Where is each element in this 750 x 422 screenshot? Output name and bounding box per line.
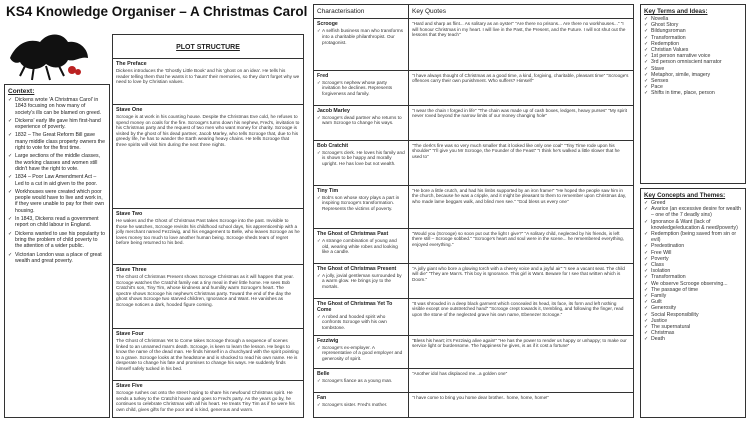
page-title: KS4 Knowledge Organiser – A Christmas Carol xyxy=(6,4,308,19)
character-quotes: "Would you (Scrooge) so soon put out the light I give?" "A solitary child, neglected by his friends, is left there still – Scrooge sobbed." "Scrooge's heart and soul were in the scene... he remembered everything, enjoyed everything." xyxy=(412,230,624,247)
list-item: ✓ Bildungsroman xyxy=(644,28,742,34)
list-item: ✓ Christmas xyxy=(644,330,742,336)
list-item: ✓ The passage of time xyxy=(644,287,742,293)
plot-heading: PLOT STRUCTURE xyxy=(113,35,303,59)
stave-section xyxy=(113,265,303,329)
character-quotes: "It was shrouded in a deep black garment which concealed its head, its face, its form and left nothing visible except one outstretched hand" "Scrooge crept towards it, trembling, and following the finger, read upon the stone of the neglected grave his own name, Ebenezer Scrooge." xyxy=(412,300,624,317)
key-concepts-heading: Key Concepts and Themes: xyxy=(644,192,726,199)
character-quotes: "A jolly giant who bore a glowing torch with a cheery voice and a joyful air" "I see a vacant seat. The child will die" "They are Man's. This boy is Ignorance. This girl is Want. Beware for I see that written which is Doom." xyxy=(412,265,625,282)
table-row xyxy=(314,393,634,418)
list-item: ✓ 1st person narrative voice xyxy=(644,53,742,59)
context-item: ✓ In 1843, Dickens read a government report on child labour in England. xyxy=(8,216,106,229)
key-terms-panel xyxy=(640,4,746,184)
character-quotes: "I have always thought of Christmas as a good time, a kind, forgiving, charitable, pleasant time" "Scrooge's offences carry their own punishment. Who suffers? Himself" xyxy=(412,72,629,84)
character-description: ✓ Scrooge's fiance as a young man. xyxy=(317,378,405,384)
context-panel xyxy=(4,84,110,418)
context-item: ✓ 1834 – Poor Law Amendment Act – Led to a cut in aid given to the poor. xyxy=(8,174,106,187)
character-name: The Ghost of Christmas Past xyxy=(317,230,389,237)
list-item: ✓ Death xyxy=(644,336,742,342)
list-item: ✓ Class xyxy=(644,262,742,268)
list-item: ✓ Predestination xyxy=(644,243,742,249)
list-item: ✓ Free Will xyxy=(644,250,742,256)
characters-table xyxy=(313,4,634,418)
stave-title: Stave Two xyxy=(116,211,143,217)
table-row xyxy=(314,19,634,70)
list-item: ✓ Christian Values xyxy=(644,47,742,53)
table-row xyxy=(314,263,634,298)
stave-text: Dickens introduces the 'Ghostly Little Book' and his 'ghost on an idea'. He tells his reader telling them that he wants it to 'haunt' their memories, so they don't forget why we need to love by Christian values. xyxy=(116,68,300,85)
context-list xyxy=(8,97,106,264)
context-item: ✓ Dickens wanted to use his popularity to bring the problem of child poverty to the attention of a wider public. xyxy=(8,231,106,250)
character-name: Tiny Tim xyxy=(317,187,339,194)
list-item: ✓ Metaphor, simile, imagery xyxy=(644,72,742,78)
key-terms-heading: Key Terms and Ideas: xyxy=(644,8,708,15)
list-item: ✓ Isolation xyxy=(644,268,742,274)
list-item: ✓ We observe Scrooge observing... xyxy=(644,281,742,287)
character-name: The Ghost of Christmas Present xyxy=(317,265,397,272)
stave-section xyxy=(113,105,303,209)
character-description: ✓ A jolly, jovial gentleman surrounded by a warm glow. He brings joy to the mortals. xyxy=(317,273,405,290)
list-item: ✓ Shifts in time, place, person xyxy=(644,90,742,96)
stave-text: The Ghost of Christmas Present shows Scrooge Christmas as it will happen that year. Scrooge watches the Cratchit family eat a tiny meal in their little home. He sees Bob Cratchit's son, Tiny Tim, whose kindness and humility warm Scrooge's heart. The spectre shows Scrooge his nephew's Christmas party. Toward the end of the day the ghost shows Scrooge two starved children, Ignorance and Want. He vanishes as Scrooge notices a dark, hooded figure coming. xyxy=(116,274,294,307)
table-row xyxy=(314,228,634,263)
stave-title: Stave Five xyxy=(116,383,143,389)
stave-title: Stave Three xyxy=(116,267,147,273)
table-row xyxy=(314,140,634,185)
key-terms-list xyxy=(644,16,742,97)
ghost-silhouette-illustration xyxy=(6,24,92,84)
list-item: ✓ Novella xyxy=(644,16,742,22)
key-concepts-list xyxy=(644,200,742,343)
character-description: ✓ Bob's son whose story plays a part in inspiring Scrooge's transformation. Represents the victims of poverty. xyxy=(317,195,405,212)
list-item: ✓ Poverty xyxy=(644,256,742,262)
list-item: ✓ The supernatural xyxy=(644,324,742,330)
stave-text: He wakes and the Ghost of Christmas Past takes Scrooge into the past. Invisible to those he watches, Scrooge revisits his childhood school days, his apprenticeship with a jolly merchant named Fezziwig, and his engagement to Belle, who leaves Scrooge as he loves money too much to love another human being. Scrooge sheds tears of regret before being returned to his bed. xyxy=(116,218,300,246)
stave-text: The Ghost of Christmas Yet to Come takes Scrooge through a sequence of scenes linked to an unnamed man's death. Scrooge, is keen to learn the lesson. He begs to know the name of the dead man. He finds himself in a churchyard with the spirit pointing to a grave. Scrooge looks at the headstone and is shocked to read his own name. He is desperate to change his fate and promises to change his ways. He suddenly finds himself safely tucked in his bed. xyxy=(116,338,299,371)
table-header-row xyxy=(314,5,634,19)
character-description: ✓ Scrooge's sister. Fred's mother. xyxy=(317,402,405,408)
stave-title: The Preface xyxy=(116,61,147,67)
character-quotes: "Hard and sharp as flint... As solitary as an oyster" "Are there no prisons... Are there no workhouses..." "I will honour Christmas in my heart. I will live in the Past, the Present, and the Future. I will not shut out the lessons that they teach" xyxy=(412,21,626,38)
context-heading: Context: xyxy=(8,88,35,95)
stave-section xyxy=(113,329,303,381)
character-quotes: "I wear the chain I forged in life" "The chain was made up of cash boxes, ledgers, heavy purses" "My spirit never roved beyond the narrow limits of our money changing hole" xyxy=(412,107,627,119)
character-description: ✓ A strange combination of young and old, wearing white robes and looking like a candle. xyxy=(317,238,405,255)
list-item: ✓ Transformation xyxy=(644,35,742,41)
character-name: Belle xyxy=(317,370,330,377)
character-quotes: "Another idol has displaced me...a golden one" xyxy=(412,370,508,376)
character-description: ✓ Scrooge's ex-employer. A representative of a good employer and generosity of spirit. xyxy=(317,345,405,362)
list-item: ✓ Family xyxy=(644,293,742,299)
context-item: ✓ Workhouses were created which poor people would have to live and work in, if they were unable to pay for their own housing. xyxy=(8,189,106,214)
context-item: ✓ Victorian London was a place of great wealth and great poverty. xyxy=(8,252,106,265)
character-quotes: "The clerk's fire was so very much smaller that it looked like only one coal" "Tiny Time rode upon his shoulder" "I'll give you Mr Scrooge, the Founder of the Feast" "I think he's walked a little slower that he used to" xyxy=(412,142,620,159)
character-name: Scrooge xyxy=(317,21,338,28)
character-quotes: "He bore a little crutch, and had his limbs supported by an iron frame!" "He hoped the people saw him in the church, because he was a cripple, and it might be pleasant to them to remember upon Christmas day, who made lame beggars walk, and blind men see." "God bless us every one" xyxy=(412,187,627,204)
list-item: ✓ Stave xyxy=(644,66,742,72)
table-row xyxy=(314,368,634,393)
list-item: ✓ Avarice (an excessive desire for wealth – one of the 7 deadly sins) xyxy=(644,206,742,218)
stave-text: Scrooge rushes out onto the street hoping to share his newfound Christmas spirit. He sends a turkey to the Cratchit house and goes to Fred's party. As the years go by, he continues to celebrate Christmas with all his heart. He treats Tiny Tim as if he were his own child, gives gifts for the poor and is kind, generous and warm. xyxy=(116,390,295,412)
plot-structure-panel xyxy=(112,34,304,418)
character-name: Jacob Marley xyxy=(317,107,350,114)
table-row xyxy=(314,185,634,228)
character-name: Fan xyxy=(317,395,327,402)
list-item: ✓ Social Responsibility xyxy=(644,312,742,318)
stave-section xyxy=(113,59,303,105)
character-description: ✓ Scrooge's clerk. He loves his family and is shown to be happy and morally upright. He has love but not wealth. xyxy=(317,150,405,167)
stave-title: Stave One xyxy=(116,107,143,113)
characterisation-header: Characterisation xyxy=(314,5,409,19)
table-row xyxy=(314,70,634,105)
character-description: ✓ A robed and hooded spirit who confronts Scrooge with his own tombstone. xyxy=(317,314,405,331)
character-quotes: "Bless his heart; it's Fezziwig alive again!" "He has the power to render us happy or unhappy; to make our service light or burdensome. The happiness he gives, is as if it cost a fortune" xyxy=(412,337,627,349)
stave-text: Scrooge is at work in his counting house. Despite the Christmas Eve cold, he refuses to spend money on coals for the fire. Scrooge's turns down his nephew, Fred's, invitation to his Christmas party and the request of two men who want money for charity. Scrooge is visited by the ghost of his dead partner, Jacob Marley, who tells Scrooge that, due to his greedy life, he has to wander the Earth wearing heavy chains. He tells Scrooge that three spirits will visit him during the next three nights. xyxy=(116,114,300,147)
list-item: ✓ Senses xyxy=(644,78,742,84)
list-item: ✓ Redemption xyxy=(644,41,742,47)
list-item: ✓ Greed xyxy=(644,200,742,206)
character-name: The Ghost of Christmas Yet To Come xyxy=(317,300,393,313)
list-item: ✓ Transformation xyxy=(644,274,742,280)
context-item: ✓ Dickens wrote 'A Christmas Carol' in 1843 focusing on how many of society's ills can be blamed on greed. xyxy=(8,97,106,116)
character-description: ✓ A selfish business man who transforms into a charitable philanthropist. Our protagonist. xyxy=(317,28,405,45)
list-item: ✓ Justice xyxy=(644,318,742,324)
character-description: ✓ Scrooge's nephew whose party invitation he declines. Represents forgiveness and family. xyxy=(317,80,405,97)
table-row xyxy=(314,335,634,368)
key-quotes-header: Key Quotes xyxy=(409,5,634,19)
character-name: Fred xyxy=(317,72,329,79)
list-item: ✓ Pace xyxy=(644,84,742,90)
key-concepts-panel xyxy=(640,188,746,418)
context-item: ✓ Dickens' early life gave him first-hand experience of poverty. xyxy=(8,118,106,131)
list-item: ✓ Redemption (being saved from sin or evil) xyxy=(644,231,742,243)
list-item: ✓ Ghost Story xyxy=(644,22,742,28)
character-name: Fezziwig xyxy=(317,337,339,344)
table-row xyxy=(314,105,634,140)
list-item: ✓ Generosity xyxy=(644,305,742,311)
stave-section xyxy=(113,381,303,417)
stave-title: Stave Four xyxy=(116,331,144,337)
stave-section xyxy=(113,209,303,265)
context-item: ✓ Large sections of the middle classes, the working classes and women still didn't have the right to vote. xyxy=(8,153,106,172)
table-row xyxy=(314,298,634,335)
context-item: ✓ 1832 – The Great Reform Bill gave many middle class property owners the right to vote for the first time. xyxy=(8,132,106,151)
character-name: Bob Cratchit xyxy=(317,142,349,149)
character-quotes: "I have come to bring you home dear brother.. home, home, home!" xyxy=(412,395,550,401)
list-item: ✓ Guilt xyxy=(644,299,742,305)
list-item: ✓ 3rd person omniscient narrator xyxy=(644,59,742,65)
character-description: ✓ Scrooge's dead partner who returns to warn Scrooge to change his ways. xyxy=(317,115,405,126)
list-item: ✓ Ignorance & Want (lack of knowledge/education & need/poverty) xyxy=(644,219,742,231)
